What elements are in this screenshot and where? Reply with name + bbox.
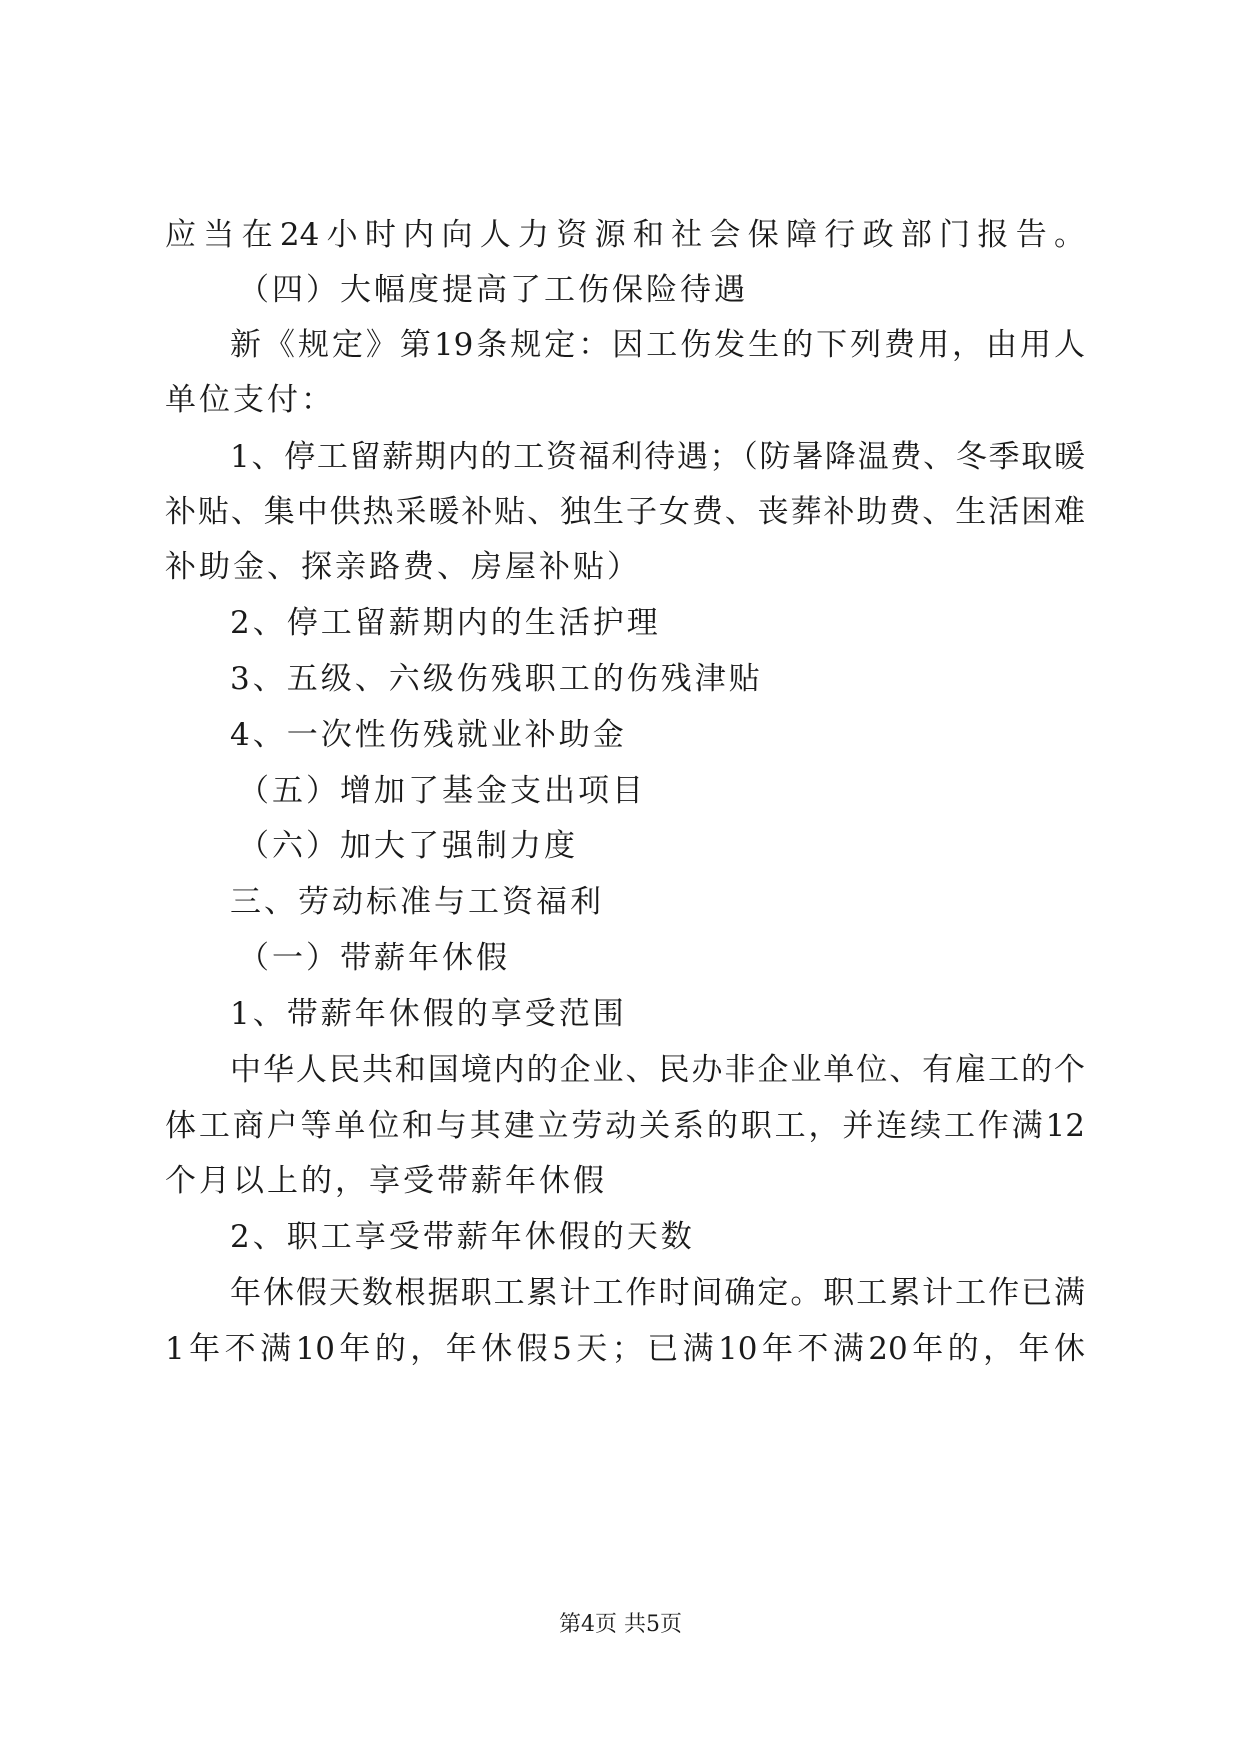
list-item: 2、停工留薪期内的生活护理 (230, 605, 661, 641)
page-indicator: 第4页 共5页 (559, 1612, 682, 1637)
list-item: 3、五级、六级伤残职工的伤残津贴 (230, 661, 763, 697)
paragraph-line: 个月以上的，享受带薪年休假 (165, 1163, 607, 1199)
paragraph-line: 中华人民共和国境内的企业、民办非企业单位、有雇工的个 (230, 1052, 1085, 1088)
paragraph-line: 体工商户等单位和与其建立劳动关系的职工，并连续工作满12 (165, 1108, 1085, 1144)
section-heading: （一）带薪年休假 (238, 940, 510, 976)
paragraph-line: 补助金、探亲路费、房屋补贴） (165, 549, 641, 585)
section-heading: （六）加大了强制力度 (238, 828, 578, 864)
paragraph-line: 1年不满10年的，年休假5天；已满10年不满20年的，年休 (165, 1331, 1085, 1367)
paragraph-line: 年休假天数根据职工累计工作时间确定。职工累计工作已满 (230, 1275, 1085, 1311)
list-item: 1、带薪年休假的享受范围 (230, 996, 627, 1032)
list-item: 2、职工享受带薪年休假的天数 (230, 1219, 695, 1255)
section-heading: （四）大幅度提高了工伤保险待遇 (238, 272, 748, 308)
section-heading: （五）增加了基金支出项目 (238, 773, 646, 809)
paragraph-line: 补贴、集中供热采暖补贴、独生子女费、丧葬补助费、生活困难 (165, 494, 1085, 530)
list-item: 4、一次性伤残就业补助金 (230, 717, 627, 753)
list-item: 1、停工留薪期内的工资福利待遇；（防暑降温费、冬季取暖 (230, 439, 1085, 475)
paragraph-line: 应当在24小时内向人力资源和社会保障行政部门报告。 (165, 217, 1085, 253)
paragraph-line: 新《规定》第19条规定：因工伤发生的下列费用，由用人 (230, 327, 1085, 363)
section-heading: 三、劳动标准与工资福利 (230, 884, 604, 920)
paragraph-line: 单位支付： (165, 382, 335, 418)
